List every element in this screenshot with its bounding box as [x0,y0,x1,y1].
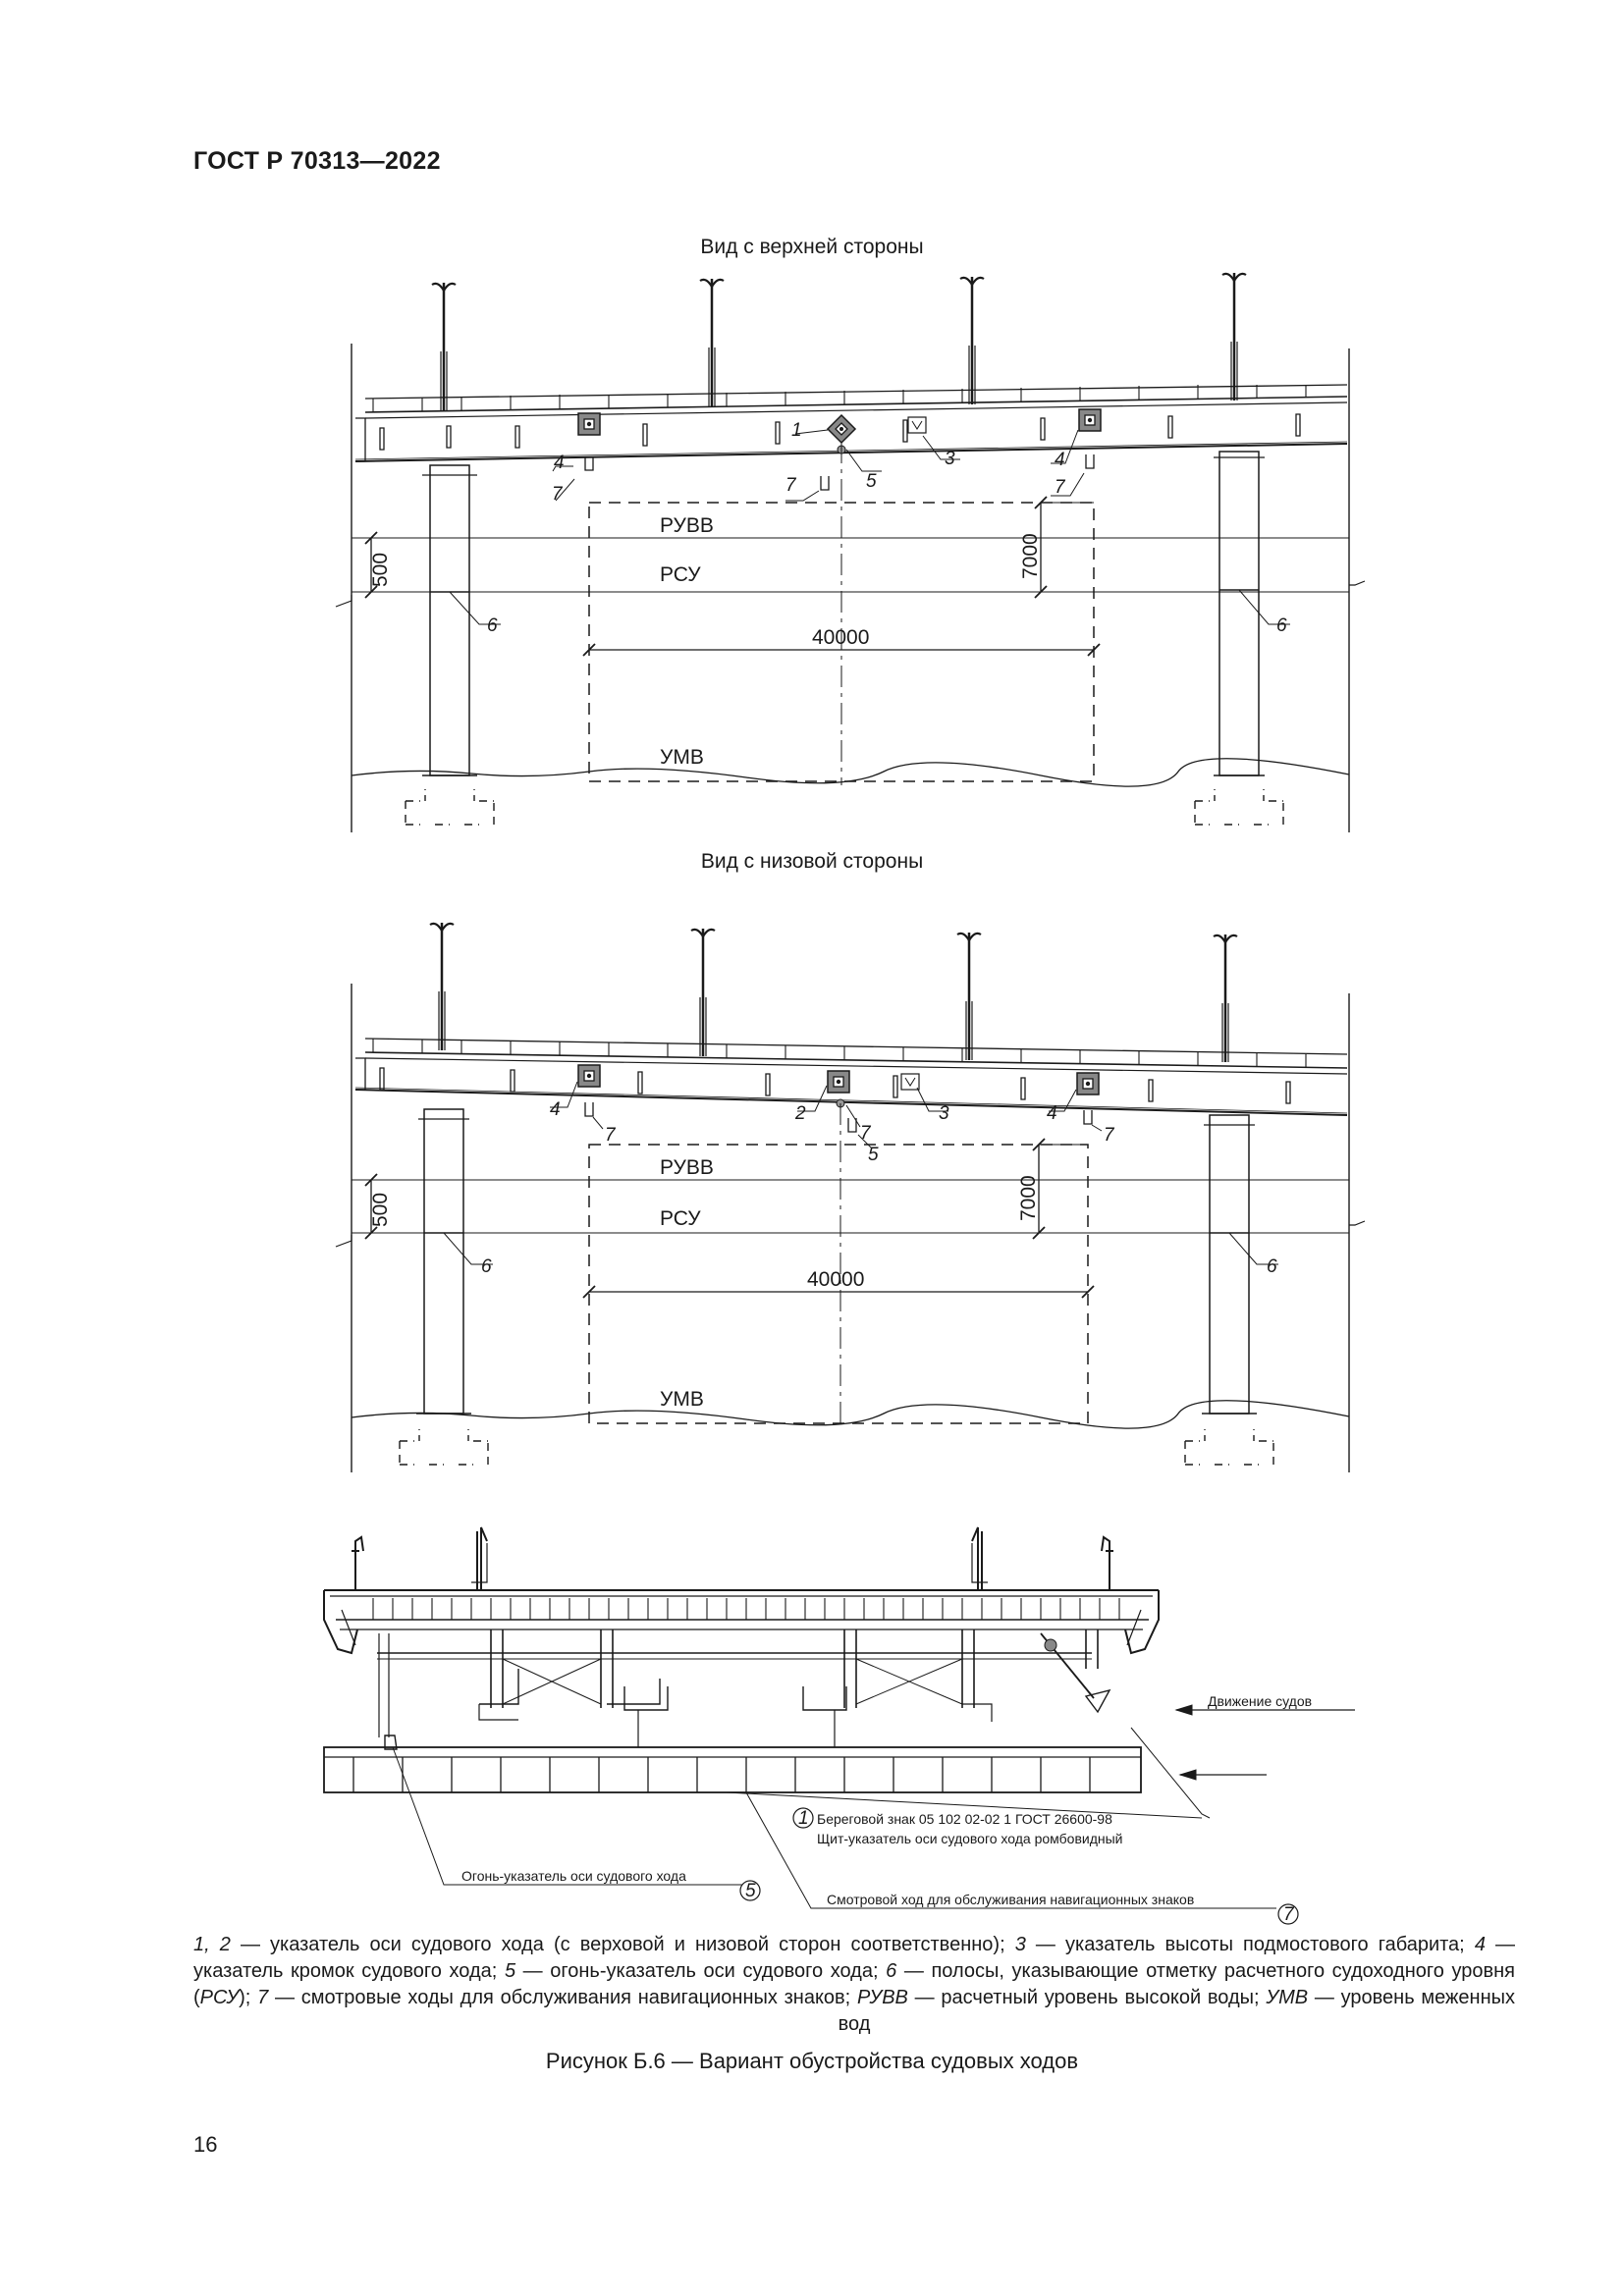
legend-num-4: 4 [1474,1934,1486,1955]
legend-num-1-2: 1, 2 [193,1934,231,1955]
legend-text-4: — указатель кромок судового хода; [193,1934,1516,1982]
walkway-note: Смотровой ход для обслуживания навигационных знаков [827,1892,1195,1907]
lower-callout-7a: 7 [605,1125,616,1146]
lower-ruvv-label: РУВВ [660,1156,714,1179]
movement-label: Движение судов [1208,1693,1313,1709]
lower-callout-5: 5 [868,1145,879,1165]
upper-callout-4a: 4 [554,453,565,473]
page-number: 16 [193,2132,218,2157]
section-circle-1: 1 [798,1808,809,1829]
light-note: Огонь-указатель оси судового хода [461,1868,686,1884]
lower-callout-2: 2 [795,1103,806,1124]
legend-text-6: — полосы, указывающие отметку расчетного судоходного уровня ( [193,1960,1515,2008]
lower-view-title: Вид с низовой стороны [700,850,924,873]
upper-callout-6a: 6 [487,615,498,636]
upper-view-title: Вид с верхней стороны [700,236,924,258]
cross-section-drawing [324,1527,1355,1925]
lower-callout-6b: 6 [1267,1256,1277,1277]
upper-callout-7b: 7 [785,475,796,496]
upper-rsu-label: РСУ [660,563,701,586]
lower-callout-4a: 4 [550,1099,561,1120]
legend-text-3: — указатель высоты подмостового габарита; [1025,1934,1475,1955]
upper-callout-4b: 4 [1055,450,1065,470]
sign-note-line2: Щит-указатель оси судового хода ромбовидный [817,1831,1123,1846]
legend-text-5: — огонь-указатель оси судового хода; [515,1960,887,1982]
legend-text-6-end: ); [239,1987,258,2008]
upper-width-dim: 40000 [812,626,870,649]
lower-callout-7b: 7 [860,1123,871,1144]
lower-view-drawing [336,923,1365,1472]
upper-umv-label: УМВ [660,746,704,769]
lower-callout-6a: 6 [481,1256,492,1277]
section-circle-5: 5 [745,1881,756,1901]
lower-umv-label: УМВ [660,1388,704,1411]
legend-num-5: 5 [504,1960,516,1982]
legend-text-7: — смотровые ходы для обслуживания навигационных знаков; [268,1987,857,2008]
legend-abbr-umv: УМВ [1266,1987,1309,2008]
upper-ruvv-label: РУВВ [660,514,714,537]
upper-callout-7c: 7 [1055,477,1065,498]
legend-text-umv: — уровень меженных вод [838,1987,1516,2035]
upper-view-drawing [336,273,1365,832]
legend-num-7: 7 [257,1987,269,2008]
legend-num-6: 6 [886,1960,897,1982]
legend-abbr-rsu: РСУ [199,1987,240,2008]
lower-stripe-dim: 500 [369,1192,392,1227]
upper-callout-5: 5 [866,471,877,492]
legend-text-ruvv: — расчетный уровень высокой воды; [907,1987,1267,2008]
upper-callout-1: 1 [791,420,802,441]
document-code: ГОСТ Р 70313—2022 [193,147,441,175]
legend-text-1: — указатель оси судового хода (с верховой и низовой сторон соответственно); [230,1934,1015,1955]
upper-callout-6b: 6 [1276,615,1287,636]
section-circle-7: 7 [1283,1904,1294,1925]
lower-callout-4b: 4 [1047,1103,1057,1124]
lower-height-dim: 7000 [1017,1175,1040,1221]
lower-callout-3: 3 [939,1103,949,1124]
upper-height-dim: 7000 [1019,533,1042,579]
sign-note-line1: Береговой знак 05 102 02-02 1 ГОСТ 26600-98 [817,1811,1112,1827]
upper-stripe-dim: 500 [369,552,392,587]
upper-callout-7a: 7 [552,484,563,505]
upper-callout-3: 3 [945,449,955,469]
lower-callout-7c: 7 [1104,1125,1114,1146]
figure-caption: Рисунок Б.6 — Вариант обустройства судовых ходов [545,2049,1079,2073]
lower-width-dim: 40000 [807,1268,865,1291]
figure-legend [193,1932,1515,2038]
legend-abbr-ruvv: РУВВ [856,1987,908,2008]
legend-num-3: 3 [1014,1934,1026,1955]
lower-rsu-label: РСУ [660,1207,701,1230]
